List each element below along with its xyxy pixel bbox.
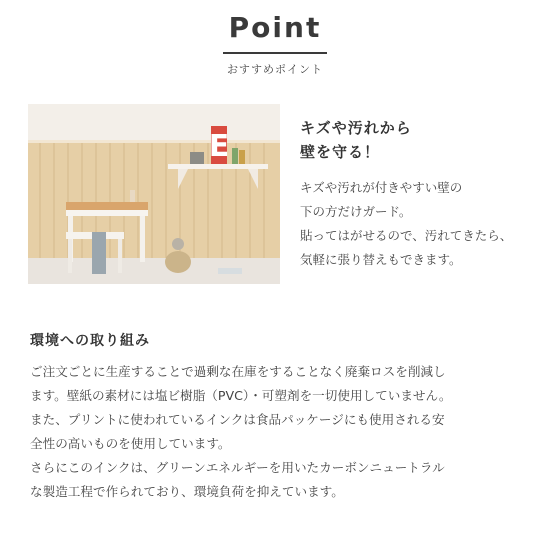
environment-heading: 環境への取り組み: [30, 333, 150, 349]
page-subtitle: おすすめポイント: [226, 63, 324, 76]
point-body-line: 下の方だけガード。: [300, 204, 412, 219]
page-header: [0, 8, 550, 77]
point-heading: [300, 116, 412, 164]
point-body-line: 貼ってはがせるので、汚れてきたら、: [300, 228, 513, 243]
point-heading-line: キズや汚れから: [300, 119, 412, 137]
product-photo: [28, 104, 280, 284]
page-title: Point: [228, 11, 322, 44]
environment-body-line: ます。壁紙の素材には塩ビ樹脂（PVC）・可塑剤を一切使用していません。: [30, 388, 452, 403]
point-heading-line: 壁を守る！: [300, 143, 381, 161]
point-body-line: キズや汚れが付きやすい壁の: [300, 180, 463, 195]
environment-body-line: また、プリントに使われているインクは食品パッケージにも使用される安: [30, 412, 445, 427]
point-body-line: 気軽に張り替えもできます。: [300, 252, 462, 267]
title-underline: [223, 52, 327, 54]
decor-letter-e: E: [208, 129, 230, 164]
environment-body-line: な製造工程で作られており、環境負荷を抑えています。: [30, 484, 344, 499]
environment-body-line: さらにこのインクは、グリーンエネルギーを用いたカーボンニュートラル: [30, 460, 445, 475]
environment-body-line: 全性の高いものを使用しています。: [30, 436, 231, 451]
point-description: [300, 176, 540, 272]
environment-body-line: ご注文ごとに生産することで過剰な在庫をすることなく廃棄ロスを削減し: [30, 364, 446, 379]
environment-description: [30, 360, 525, 504]
